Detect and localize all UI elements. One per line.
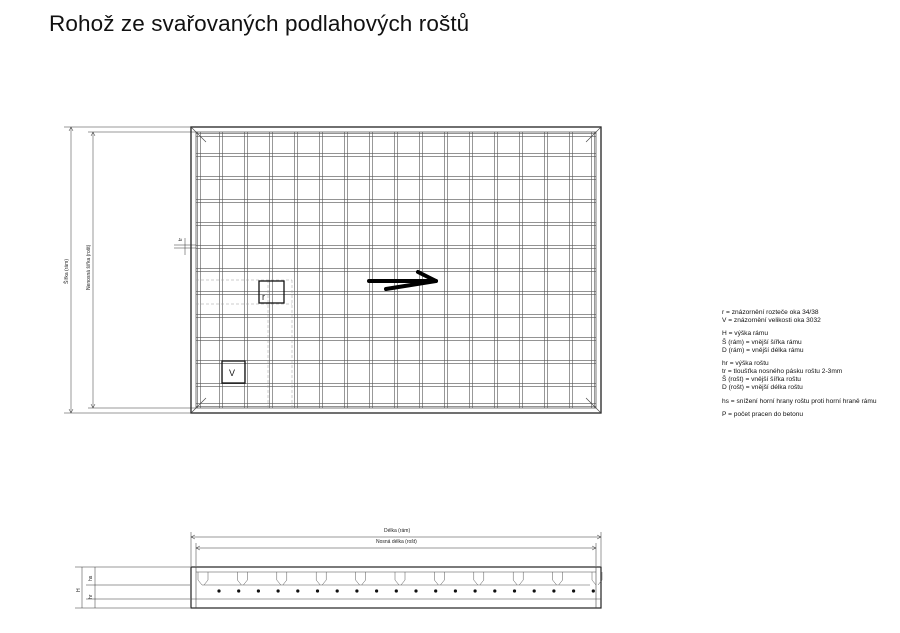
section-post: [198, 572, 208, 585]
section-rod: [257, 589, 260, 592]
plan-dimensions: [64, 127, 196, 413]
section-rod: [217, 589, 220, 592]
section-view: [191, 567, 602, 608]
dim-hr: hr: [88, 594, 94, 599]
section-post: [434, 572, 444, 585]
section-rod: [493, 589, 496, 592]
legend-group: [722, 309, 877, 325]
section-post: [277, 572, 287, 585]
section-post: [356, 572, 366, 585]
frame-corner-miters: [191, 127, 601, 413]
section-rod: [237, 589, 240, 592]
section-post: [395, 572, 405, 585]
section-rod: [316, 589, 319, 592]
legend-line: Š (rám) = vnější šířka rámu: [722, 338, 802, 346]
dim-width-bearing: Nenosná šířka (rošt): [86, 244, 92, 290]
bearing-direction-arrow: [369, 272, 436, 289]
section-cross-rods: [217, 589, 595, 592]
legend-line: r = znázornění rozteče oka 34/38: [722, 309, 819, 316]
legend-group: [722, 330, 877, 354]
anchor-dashed-lines: [196, 280, 292, 408]
legend-line: hr = výška roštu: [722, 360, 769, 368]
legend-group: [722, 411, 877, 419]
dim-h: H: [76, 588, 82, 592]
section-bearing-bars: [198, 572, 602, 585]
dim-length-frame: Délka (rám): [384, 528, 411, 534]
section-rod: [434, 589, 437, 592]
section-rod: [552, 589, 555, 592]
section-rod: [513, 589, 516, 592]
legend-line: V = znázornění velikosti oka 3032: [722, 317, 821, 325]
pitch-marker-label: r: [262, 292, 265, 302]
inner-frame: [196, 132, 596, 408]
section-post: [513, 572, 523, 585]
section-rod: [592, 589, 595, 592]
section-post: [237, 572, 247, 585]
section-rod: [395, 589, 398, 592]
legend-line: hs = snížení horní hrany roštu proti horní hraně rámu: [722, 397, 877, 405]
legend: [722, 309, 877, 425]
section-rod: [296, 589, 299, 592]
legend-group: [722, 360, 877, 392]
section-rod: [277, 589, 280, 592]
dim-tr: tr: [178, 237, 184, 241]
section-rod: [572, 589, 575, 592]
dim-width-frame: Šířka (rám): [64, 259, 70, 284]
section-rod: [414, 589, 417, 592]
section-outer: [191, 567, 601, 608]
page-title: Rohož ze svařovaných podlahových roštů: [49, 11, 470, 36]
legend-line: tr = tloušťka nosného pásku roštu 2-3mm: [722, 368, 843, 376]
section-rod: [454, 589, 457, 592]
section-dimensions: [75, 532, 601, 608]
plan-view: [191, 127, 601, 413]
section-rod: [355, 589, 358, 592]
section-rod: [375, 589, 378, 592]
section-post: [316, 572, 326, 585]
outer-frame: [191, 127, 601, 413]
section-post: [553, 572, 563, 585]
legend-line: D (rošt) = vnější délka roštu: [722, 384, 803, 392]
mesh-size-marker-label: V: [229, 368, 236, 378]
grating-bars: [196, 132, 596, 408]
legend-line: D (rám) = vnější délka rámu: [722, 346, 804, 354]
section-rod: [336, 589, 339, 592]
legend-line: Š (rošt) = vnější šířka roštu: [722, 376, 801, 384]
dim-hs: hs: [88, 575, 94, 581]
section-post: [474, 572, 484, 585]
legend-line: H = výška rámu: [722, 330, 768, 338]
legend-line: P = počet pracen do betonu: [722, 411, 804, 419]
dim-length-bearing: Nosná délka (rošt): [376, 539, 417, 545]
section-rod: [474, 589, 477, 592]
section-rod: [533, 589, 536, 592]
legend-group: [722, 398, 877, 406]
